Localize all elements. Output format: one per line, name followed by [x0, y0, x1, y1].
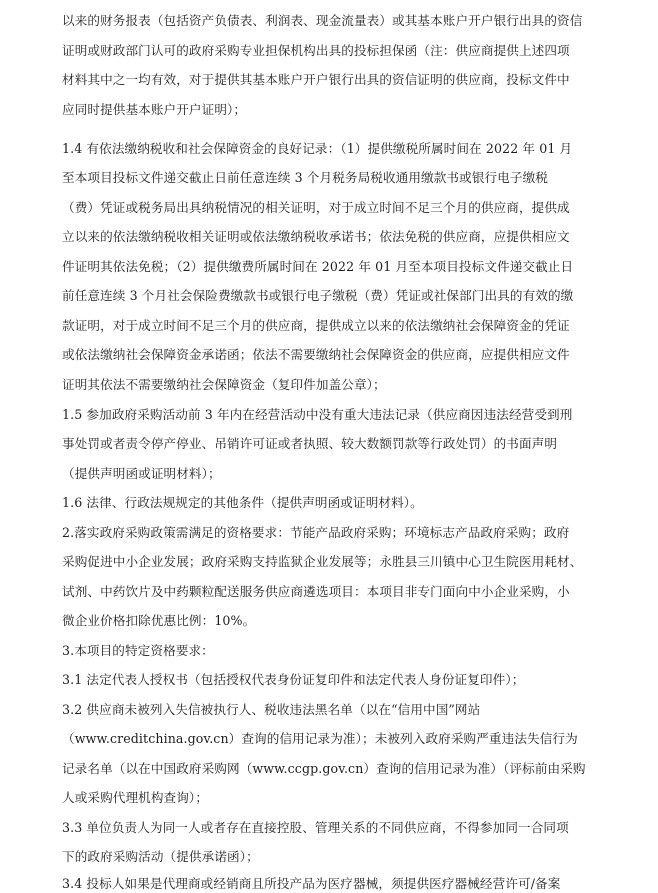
text-line: 或依法缴纳社会保障资金承诺函；依法不需要缴纳社会保障资金的供应商，应提供相应文件 [62, 347, 570, 362]
text-line: 采购促进中小企业发展；政府采购支持监狱企业发展等；永胜县三川镇中心卫生院医用耗材、 [62, 554, 583, 569]
text-line: （费）凭证或税务局出具纳税情况的相关证明，对于成立时间不足三个月的供应商，提供成 [62, 200, 570, 215]
text-line: 3.3 单位负责人为同一人或者存在直接控股、管理关系的不同供应商，不得参加同一合同项 [62, 820, 569, 835]
text-line: 证明其依法不需要缴纳社会保障资金（复印件加盖公章）； [62, 377, 386, 392]
text-line: 1.4 有依法缴纳税收和社会保障资金的良好记录：（1）提供缴税所属时间在 2022 年 01 月 [62, 141, 573, 156]
text-line: 前任意连续 3 个月社会保险费缴款书或银行电子缴税（费）凭证或社保部门出具的有效的缴 [62, 288, 574, 303]
text-line: 2.落实政府采购政策需满足的资格要求：节能产品政府采购；环境标志产品政府采购；政府 [62, 525, 570, 540]
text-line: 3.本项目的特定资格要求： [62, 643, 214, 658]
text-line: 3.4 投标人如果是代理商或经销商且所投产品为医疗器械，须提供医疗器械经营许可/备案 [62, 876, 561, 891]
text-line: 微企业价格扣除优惠比例：10%。 [62, 613, 256, 628]
text-line: （提供声明函或证明材料）； [62, 466, 221, 481]
text-line: 人或采购代理机构查询）； [62, 790, 209, 805]
text-line: 记录名单（以在中国政府采购网（www.ccgp.gov.cn）查询的信用记录为准）（评标前由采购 [62, 761, 586, 776]
text-line: 以来的财务报表（包括资产负债表、利润表、现金流量表）或其基本账户开户银行出具的资信 [62, 13, 583, 28]
text-line: 材料其中之一均有效，对于提供其基本账户开户银行出具的资信证明的供应商，投标文件中 [62, 72, 570, 87]
text-line: 应同时提供基本账户开户证明）； [62, 102, 247, 117]
text-line: 事处罚或者责令停产停业、吊销许可证或者执照、较大数额罚款等行政处罚）的书面声明 [62, 436, 558, 451]
text-line: 款证明，对于成立时间不足三个月的供应商，提供成立以来的依法缴纳社会保障资金的凭证 [62, 318, 570, 333]
text-line: （www.creditchina.gov.cn）查询的信用记录为准）；未被列入政府采购严重违法失信行为 [62, 731, 578, 746]
text-line: 试剂、中药饮片及中药颗粒配送服务供应商遴选项目：本项目非专门面向中小企业采购，小 [62, 584, 570, 599]
text-line: 1.5 参加政府采购活动前 3 年内在经营活动中没有重大违法记录（供应商因违法经营受到刑 [62, 407, 573, 422]
text-line: 3.2 供应商未被列入失信被执行人、税收违法黑名单（以在“信用中国”网站 [62, 702, 481, 717]
text-line: 件证明其依法免税；（2）提供缴费所属时间在 2022 年 01 月至本项目投标文件递交截止日 [62, 259, 574, 274]
text-line: 至本项目投标文件递交截止日前任意连续 3 个月税务局税收通用缴款书或银行电子缴税 [62, 170, 548, 185]
text-line: 立以来的依法缴纳税收相关证明或依法缴纳税收承诺书；依法免税的供应商，应提供相应文 [62, 229, 570, 244]
text-line: 下的政府采购活动（提供承诺函）； [62, 849, 259, 864]
text-line: 证明或财政部门认可的政府采购专业担保机构出具的投标担保函（注：供应商提供上述四项 [62, 43, 570, 58]
text-line: 3.1 法定代表人授权书（包括授权代表身份证复印件和法定代表人身份证复印件）； [62, 672, 525, 687]
text-line: 1.6 法律、行政法规规定的其他条件（提供声明函或证明材料）。 [62, 495, 423, 510]
